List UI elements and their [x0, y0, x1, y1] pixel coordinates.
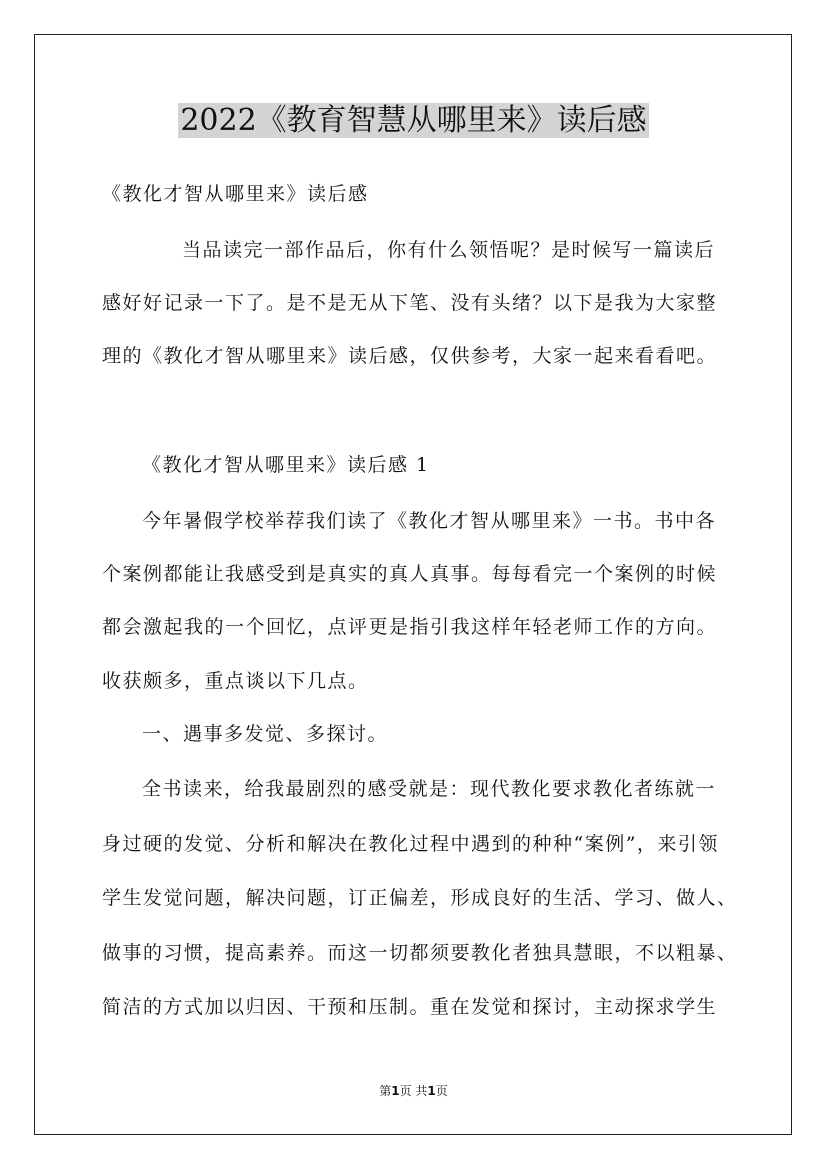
footer-total-pages: 1 — [427, 1084, 436, 1098]
paragraph-line: 理的《教化才智从哪里来》读后感，仅供参考，大家一起来看看吧。 — [102, 345, 718, 367]
paragraph-line: 感好好记录一下了。是不是无从下笔、没有头绪？以下是我为大家整 — [102, 292, 718, 314]
paragraph-line: 全书读来，给我最剧烈的感受就是：现代教化要求教化者练就一 — [142, 778, 717, 800]
paragraph-line: 今年暑假学校举荐我们读了《教化才智从哪里来》一书。书中各 — [142, 510, 717, 532]
footer-middle: 页 共 — [399, 1084, 428, 1098]
paragraph-line: 都会激起我的一个回忆，点评更是指引我这样年轻老师工作的方向。 — [102, 616, 718, 638]
footer-suffix: 页 — [435, 1084, 448, 1098]
document-title-text: 2022《教育智慧从哪里来》读后感 — [180, 103, 647, 138]
paragraph-line: 做事的习惯，提高素养。而这一切都须要教化者独具慧眼，不以粗暴、 — [102, 942, 738, 964]
section-heading: 《教化才智从哪里来》读后感 1 — [142, 454, 430, 476]
footer-prefix: 第 — [379, 1084, 392, 1098]
subtitle-line: 《教化才智从哪里来》读后感 — [102, 183, 369, 205]
paragraph-line: 学生发觉问题，解决问题，订正偏差，形成良好的生活、学习、做人、 — [102, 887, 738, 909]
document-title — [0, 101, 827, 141]
paragraph-line: 收获颇多，重点谈以下几点。 — [102, 670, 369, 692]
footer-page-number: 1 — [391, 1084, 400, 1098]
paragraph-line: 个案例都能让我感受到是真实的真人真事。每每看完一个案例的时候 — [102, 563, 718, 585]
page-footer — [0, 1083, 827, 1099]
point-heading: 一、遇事多发觉、多探讨。 — [142, 723, 389, 745]
paragraph-line: 身过硬的发觉、分析和解决在教化过程中遇到的种种“案例”，来引领 — [102, 833, 719, 855]
paragraph-line: 当品读完一部作品后，你有什么领悟呢？是时候写一篇读后 — [182, 239, 716, 261]
paragraph-line: 简洁的方式加以归因、干预和压制。重在发觉和探讨，主动探求学生 — [102, 996, 718, 1018]
